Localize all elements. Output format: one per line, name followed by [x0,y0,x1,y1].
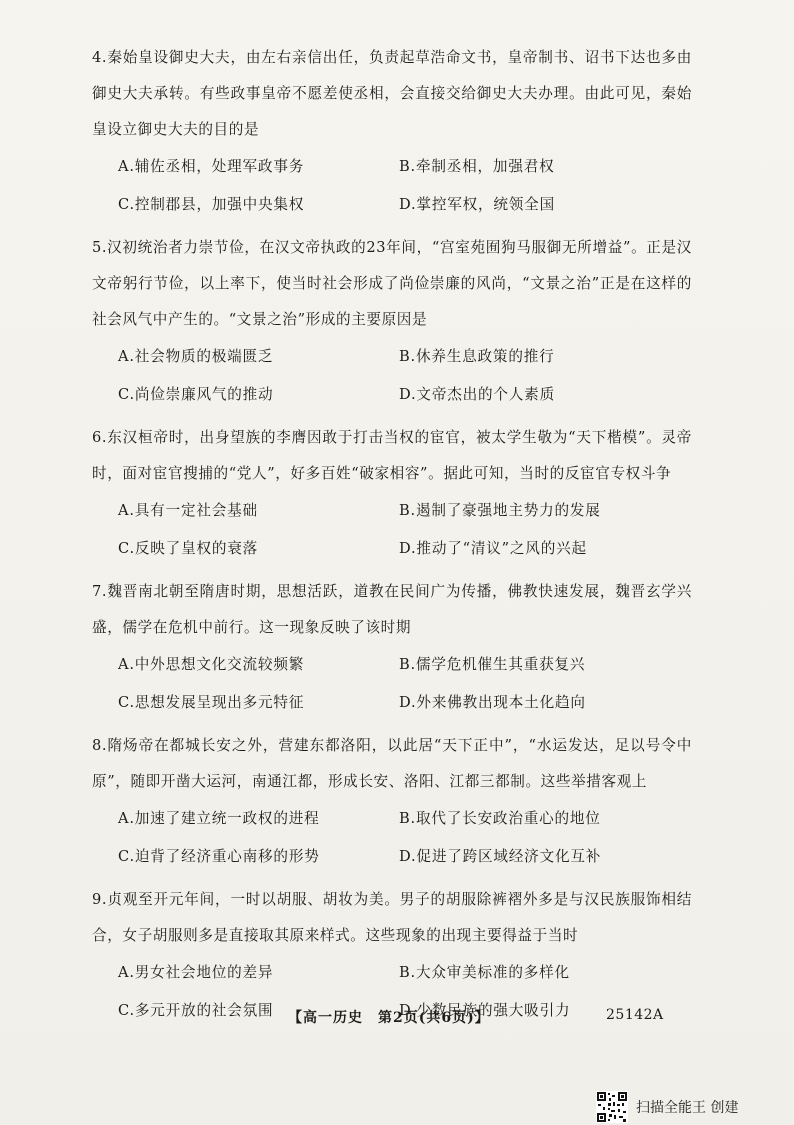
question-8 [92,728,692,876]
paper-code: 25142A [606,1007,664,1023]
option-d: D.外来佛教出现本土化趋向 [399,694,586,711]
option-c: C.控制郡县，加强中央集权 [118,196,305,213]
option-b: B.儒学危机催生其重获复兴 [399,656,586,673]
option-grid [92,148,692,224]
question-4 [92,40,692,224]
option-d: D.少数民族的强大吸引力 [399,1002,571,1019]
option-a: A.具有一定社会基础 [118,502,258,519]
option-a: A.加速了建立统一政权的进程 [118,810,320,827]
option-grid [92,800,692,876]
scanner-label: 扫描全能王 创建 [636,1100,739,1116]
question-5 [92,230,692,414]
option-c: C.思想发展呈现出多元特征 [118,694,305,711]
question-stem: 6.东汉桓帝时，出身望族的李膺因敢于打击当权的宦官，被太学生敬为“天下楷模”。灵帝时，面对宦官搜捕的“党人”，好多百姓“破家相容”。据此可知，当时的反宦官专权斗争 [92,429,692,482]
option-a: A.男女社会地位的差异 [118,964,274,981]
question-stem: 7.魏晋南北朝至隋唐时期，思想活跃，道教在民间广为传播，佛教快速发展，魏晋玄学兴盛，儒学在危机中前行。这一现象反映了该时期 [92,583,692,636]
option-grid [92,338,692,414]
question-stem: 4.秦始皇设御史大夫，由左右亲信出任，负责起草浩命文书，皇帝制书、诏书下达也多由御史大夫承转。有些政事皇帝不愿差使丞相，会直接交给御史大夫办理。由此可见，秦始皇设立御史大夫的目的是 [92,49,692,138]
option-a: A.社会物质的极端匮乏 [118,348,274,365]
qr-code-icon [596,1091,628,1123]
scanner-watermark [596,1090,738,1124]
question-6 [92,420,692,568]
option-c: C.反映了皇权的衰落 [118,540,259,557]
question-list [92,40,692,1036]
footer-title: 【高一历史 第2页(共6页)】 [288,1010,490,1026]
question-7 [92,574,692,722]
question-stem: 5.汉初统治者力崇节俭，在汉文帝执政的23年间，“宫室苑囿狗马服御无所增益”。正是汉文帝躬行节俭，以上率下，使当时社会形成了尚俭崇廉的风尚，“文景之治”正是在这样的社会风气中产生的。“文景之治”形成的主要原因是 [92,239,692,328]
option-a: A.辅佐丞相，处理军政事务 [118,158,305,175]
option-c: C.迫背了经济重心南移的形势 [118,848,320,865]
option-a: A.中外思想文化交流较频繁 [118,656,305,673]
option-c: C.尚俭崇廉风气的推动 [118,386,274,403]
option-b: B.大众审美标准的多样化 [399,964,570,981]
question-stem: 8.隋炀帝在都城长安之外，营建东都洛阳，以此居“天下正中”，“水运发达，足以号令中原”，随即开凿大运河，南通江都，形成长安、洛阳、江都三都制。这些举措客观上 [92,737,692,790]
option-d: D.文帝杰出的个人素质 [399,386,555,403]
page-footer [0,1001,794,1031]
option-grid [92,646,692,722]
option-d: D.促进了跨区域经济文化互补 [399,848,602,865]
option-b: B.遏制了豪强地主势力的发展 [399,502,601,519]
option-d: D.推动了“清议”之风的兴起 [399,540,587,557]
option-b: B.牵制丞相，加强君权 [399,158,555,175]
option-grid [92,492,692,568]
question-stem: 9.贞观至开元年间，一时以胡服、胡妆为美。男子的胡服除裤褶外多是与汉民族服饰相结合，女子胡服则多是直接取其原来样式。这些现象的出现主要得益于当时 [92,891,692,944]
option-b: B.取代了长安政治重心的地位 [399,810,601,827]
option-d: D.掌控军权，统领全国 [399,196,555,213]
option-c: C.多元开放的社会氛围 [118,1002,274,1019]
option-b: B.休养生息政策的推行 [399,348,555,365]
